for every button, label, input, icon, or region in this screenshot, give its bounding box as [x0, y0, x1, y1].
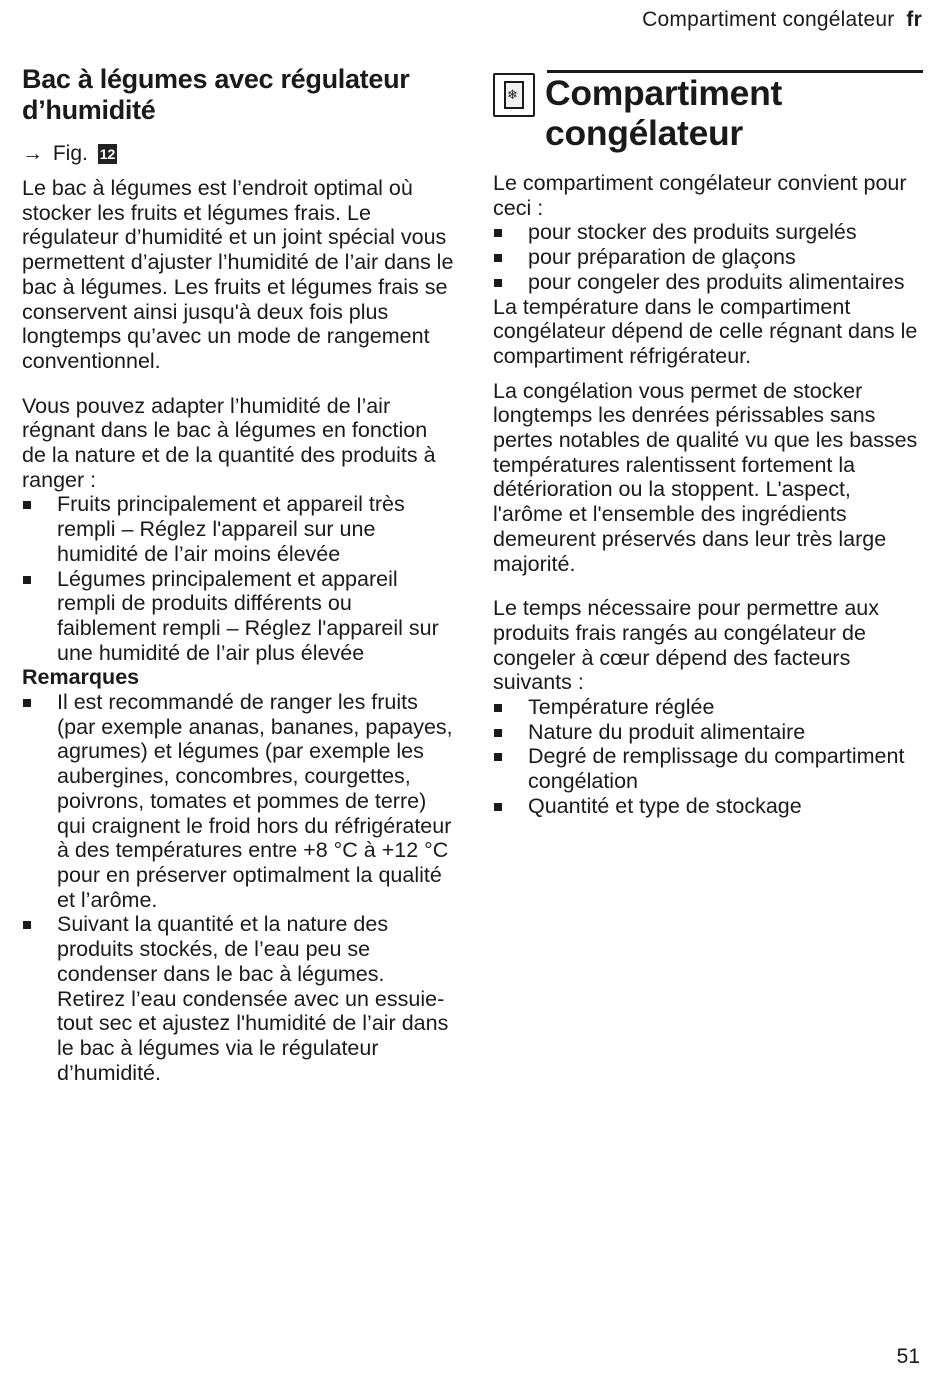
square-bullet-icon	[494, 279, 502, 287]
list-item: Il est recommandé de ranger les fruits (par exemple ananas, bananes, papayes, agrumes) et légumes (par exemple les aubergines, concombres, courgettes, poivrons, tomates et pommes de terre) qui craignent le froid hors du réfrigérateur à des températures entre +8 °C à +12 °C pour en préserver optimalment la qualité et l’arôme.	[22, 690, 454, 912]
list-item: Température réglée	[493, 695, 923, 720]
list-item: Suivant la quantité et la nature des produits stockés, de l’eau peu se condenser dans le bac à légumes. Retirez l’eau condensée avec un essuie-tout sec et ajustez l'humidité de l’air dans le bac à légumes via le régulateur d’humidité.	[22, 912, 454, 1085]
running-header	[642, 8, 922, 32]
square-bullet-icon	[23, 921, 31, 929]
square-bullet-icon	[23, 576, 31, 584]
list-item: pour stocker des produits surgelés	[493, 220, 923, 245]
chapter-heading	[493, 64, 923, 153]
list-item: pour préparation de glaçons	[493, 245, 923, 270]
list-item: Quantité et type de stockage	[493, 794, 923, 819]
humidity-options-list	[22, 492, 454, 665]
square-bullet-icon	[494, 803, 502, 811]
list-item: pour congeler des produits alimentaires	[493, 270, 923, 295]
square-bullet-icon	[23, 699, 31, 707]
paragraph-freezer-intro: Le compartiment congélateur convient pour ceci :	[493, 171, 907, 220]
square-bullet-icon	[23, 501, 31, 509]
remarques-heading: Remarques	[22, 665, 140, 690]
freezer-uses-list	[493, 220, 923, 294]
freezer-compartment-icon	[493, 73, 535, 117]
paragraph-crisper-intro: Le bac à légumes est l’endroit optimal où stocker les fruits et légumes frais. Le régulateur d’humidité et un joint spécial vous permettent d’ajuster l’humidité de l’air dans le bac à légumes. Les fruits et légumes frais se conservent ainsi jusqu'à deux fois plus longtemps qu’avec un mode de rangement conventionnel.	[22, 176, 454, 373]
square-bullet-icon	[494, 254, 502, 262]
paragraph-freezing-time: Le temps nécessaire pour permettre aux produits frais rangés au congélateur de congeler à cœur dépend des facteurs suivants :	[493, 596, 880, 695]
snowflake-icon: ❄	[507, 88, 518, 103]
right-column	[493, 64, 923, 819]
left-column	[22, 64, 454, 1085]
section-title-humidity: Bac à légumes avec régulateur d’humidité	[22, 64, 410, 125]
figure-number-badge: 12	[99, 146, 116, 162]
list-item: Légumes principalement et appareil rempli de produits différents ou faiblement rempli – Réglez l'appareil sur une humidité de l’air plus élevée	[22, 567, 454, 666]
arrow-right-icon: →	[22, 142, 43, 165]
paragraph-congelation: La congélation vous permet de stocker longtemps les denrées périssables sans pertes notables de qualité vu que les basses températures ralentissent fortement la détérioration ou la stoppent. L'aspect, l'arôme et l'ensemble des ingrédients demeurent préservés dans leur très large majorité.	[493, 378, 918, 576]
header-language: fr	[906, 8, 922, 31]
freezing-factors-list	[493, 695, 923, 819]
paragraph-humidity-adjust: Vous pouvez adapter l’humidité de l’air régnant dans le bac à légumes en fonction de la nature et de la quantité des produits à ranger :	[22, 393, 436, 492]
square-bullet-icon	[494, 753, 502, 761]
page-number: 51	[896, 1345, 920, 1368]
header-section-title: Compartiment congélateur	[642, 8, 895, 31]
remarques-list	[22, 690, 454, 1085]
list-item: Nature du produit alimentaire	[493, 720, 923, 745]
list-item: Degré de remplissage du compartiment congélation	[493, 744, 923, 793]
paragraph-temperature: La température dans le compartiment congélateur dépend de celle régnant dans le compartiment réfrigérateur.	[493, 294, 918, 368]
square-bullet-icon	[494, 229, 502, 237]
figure-label: Fig.	[52, 142, 88, 165]
square-bullet-icon	[494, 704, 502, 712]
chapter-title: Compartiment congélateur	[545, 73, 783, 153]
figure-reference	[22, 142, 454, 166]
list-item: Fruits principalement et appareil très rempli – Réglez l'appareil sur une humidité de l’air moins élevée	[22, 492, 454, 566]
heading-rule	[547, 70, 923, 73]
square-bullet-icon	[494, 729, 502, 737]
